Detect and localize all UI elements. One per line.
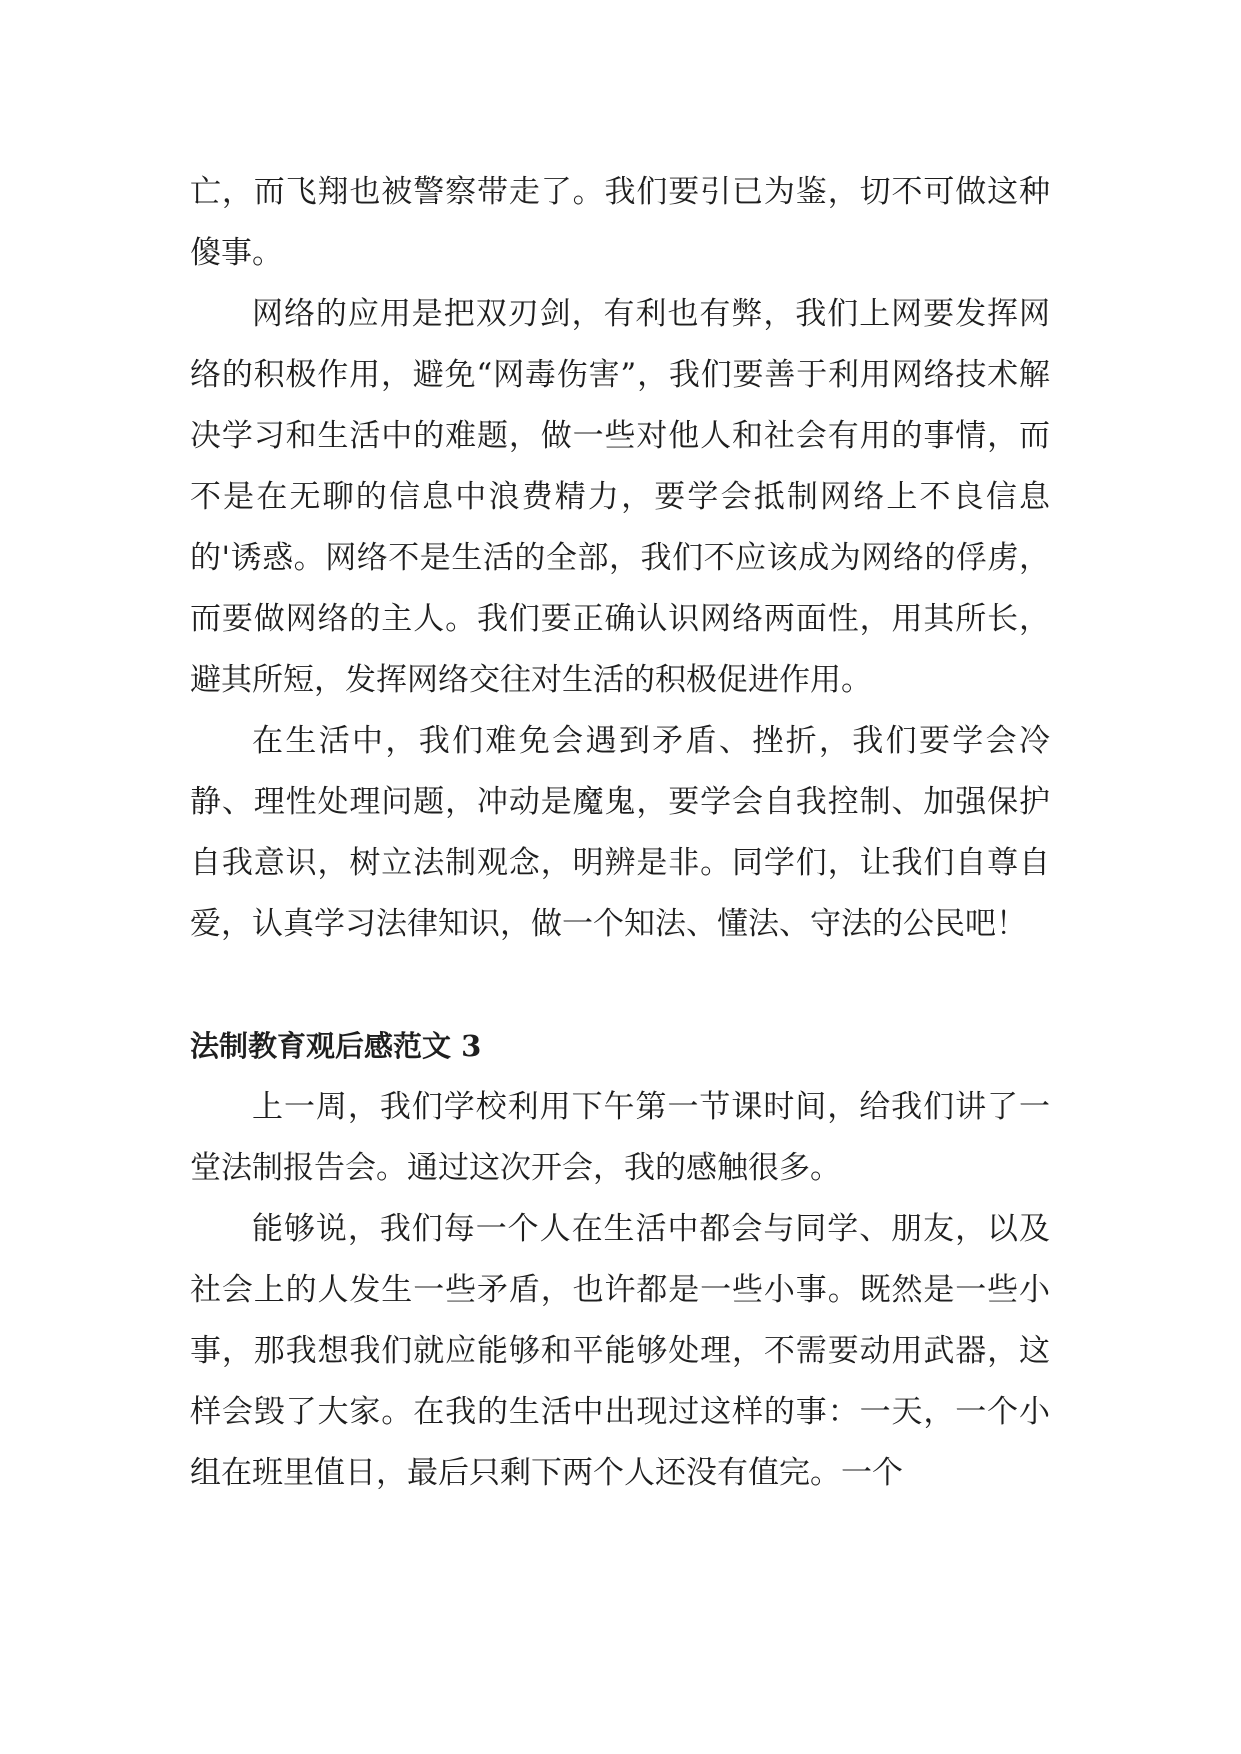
- section-title: 法制教育观后感范文 3: [190, 1029, 482, 1063]
- paragraph-life: 在生活中，我们难免会遇到矛盾、挫折，我们要学会冷静、理性处理问题，冲动是魔鬼，要学会自我控制、加强保护自我意识，树立法制观念，明辨是非。同学们，让我们自尊自爱，认真学习法律知识，做一个知法、懂法、守法的公民吧！: [190, 723, 1050, 942]
- document-body: [190, 162, 1050, 1504]
- paragraph-last-week: 上一周，我们学校利用下午第一节课时间，给我们讲了一堂法制报告会。通过这次开会，我的感触很多。: [190, 1089, 1050, 1186]
- paragraph-network: 网络的应用是把双刃剑，有利也有弊，我们上网要发挥网络的积极作用，避免“网毒伤害”，我们要善于利用网络技术解决学习和生活中的难题，做一些对他人和社会有用的事情，而不是在无聊的信息中浪费精力，要学会抵制网络上不良信息的'诱惑。网络不是生活的全部，我们不应该成为网络的俘虏，而要做网络的主人。我们要正确认识网络两面性，用其所长，避其所短，发挥网络交往对生活的积极促进作用。: [190, 296, 1050, 698]
- paragraph-conflicts: 能够说，我们每一个人在生活中都会与同学、朋友，以及社会上的人发生一些矛盾，也许都是一些小事。既然是一些小事，那我想我们就应能够和平能够处理，不需要动用武器，这样会毁了大家。在我的生活中出现过这样的事：一天，一个小组在班里值日，最后只剩下两个人还没有值完。一个: [190, 1211, 1050, 1491]
- paragraph-continuation: 亡，而飞翔也被警察带走了。我们要引已为鉴，切不可做这种傻事。: [190, 174, 1050, 271]
